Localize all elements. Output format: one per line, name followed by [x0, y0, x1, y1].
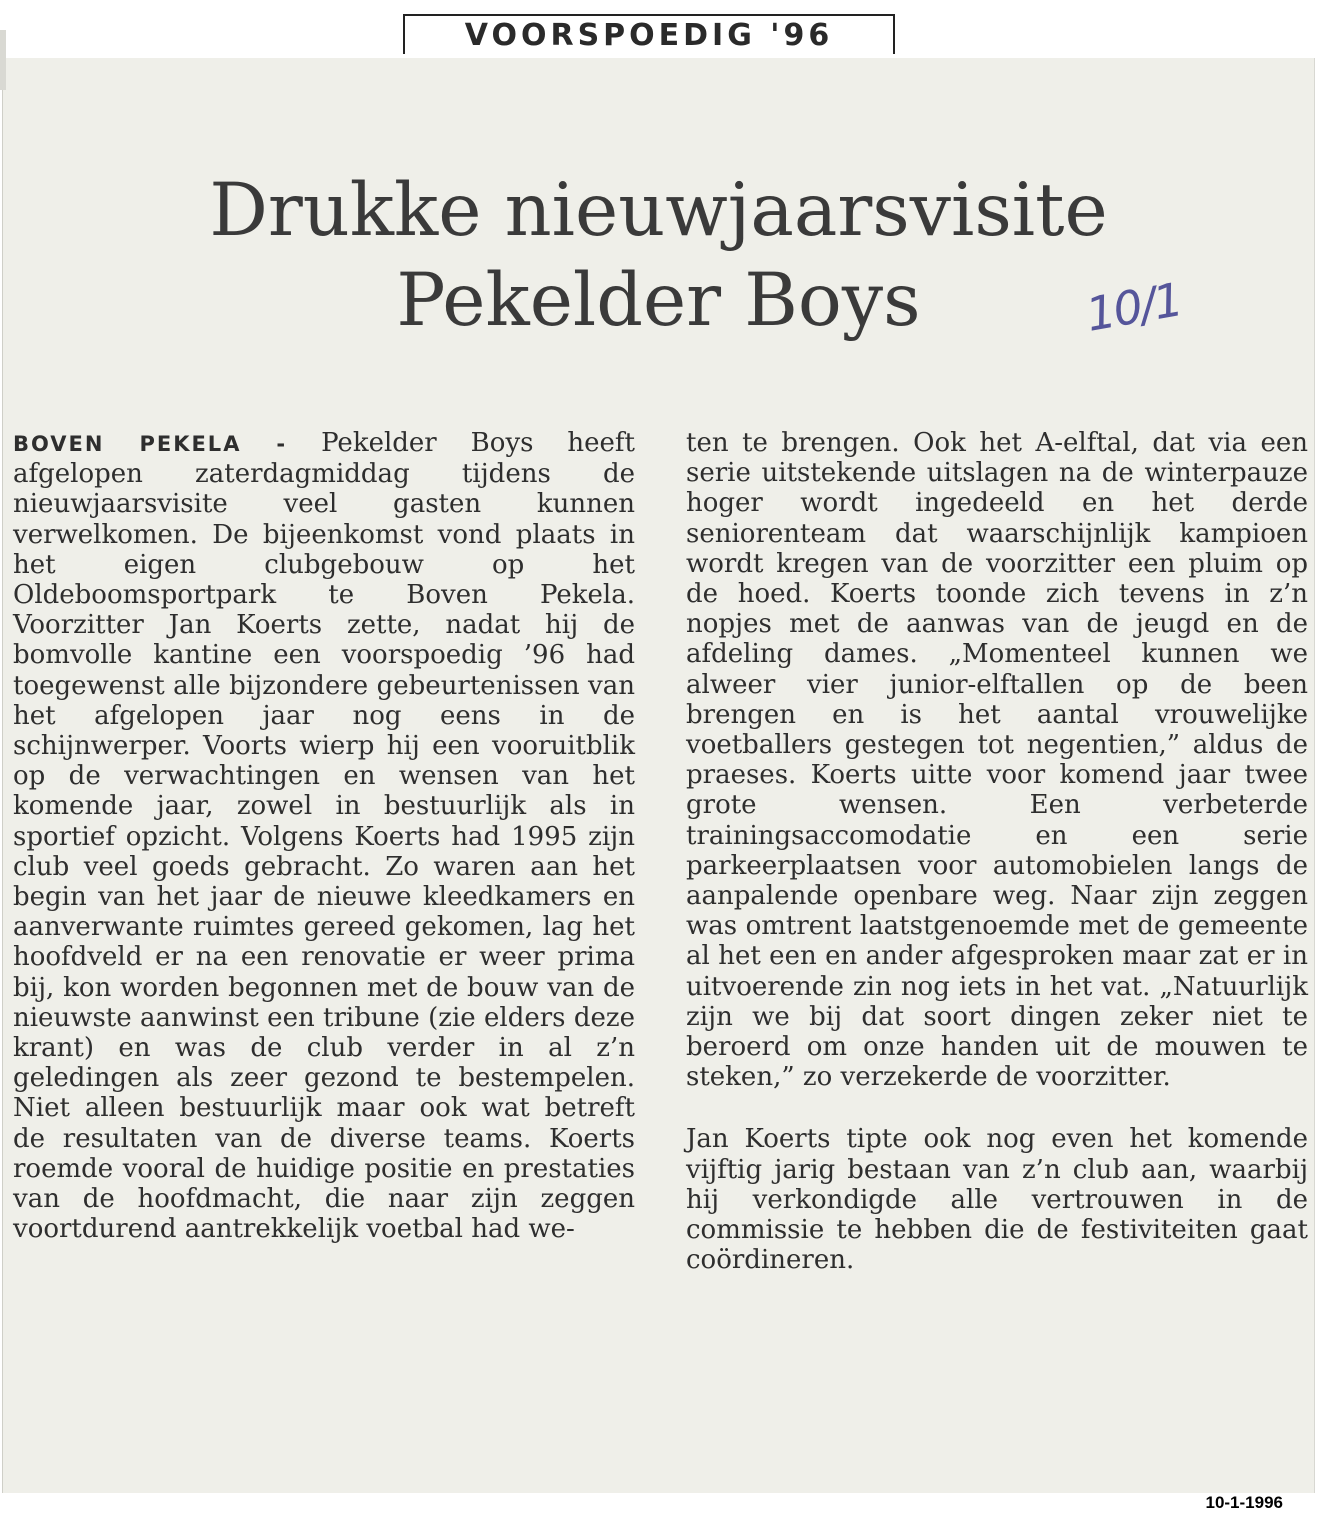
kicker-box — [403, 14, 895, 54]
article-column-right — [686, 428, 1308, 1275]
article-text-left: Pekelder Boys heeft afgelopen zaterdagmiddag tijdens de nieuwjaarsvisite veel gasten kunnen verwelkomen. De bijeenkomst vond plaats in het eigen clubgebouw op het Oldeboomsportpark te Boven Pekela. Voorzitter Jan Koerts zette, nadat hij de bomvolle kantine een voorspoedig ’96 had toegewenst alle bijzondere gebeurtenissen van het afgelopen jaar nog eens in de schijnwerper. Voorts wierp hij een vooruitblik op de verwachtingen en wensen van het komende jaar, zowel in bestuurlijk als in sportief opzicht. Volgens Koerts had 1995 zijn club veel goeds gebracht. Zo waren aan het begin van het jaar de nieuwe kleedkamers en aanverwante ruimtes gereed gekomen, lag het hoofdveld er na een renovatie er weer prima bij, kon worden begonnen met de bouw van de nieuwste aanwinst een tribune (zie elders deze krant) en was de club verder in al z’n geledingen als zeer gezond te bestempelen. Niet alleen bestuurlijk maar ook wat betreft de resultaten van de diverse teams. Koerts roemde vooral de huidige positie en prestaties van de hoofdmacht, die naar zijn zeggen voortdurend aantrekkelijk voetbal had we- — [13, 428, 636, 1245]
article-paragraph — [13, 428, 635, 1244]
article-paragraph: ten te brengen. Ook het A-elftal, dat via een serie uitstekende uitslagen na de winterpauze hoger wordt ingedeeld en het derde seniorenteam dat waarschijnlijk kampioen wordt kregen van de voorzitter een pluim op de hoed. Koerts toonde zich tevens in z’n nopjes met de aanwas van de jeugd en de afdeling dames. „Momenteel kunnen we alweer vier junior-elftallen op de been brengen en is het aantal vrouwelijke voetballers gestegen tot negentien,” aldus de praeses. Koerts uitte voor komend jaar twee grote wensen. Een verbeterde trainingsaccomodatie en een serie parkeerplaatsen voor automobielen langs de aanpalende openbare weg. Naar zijn zeggen was omtrent laatstgenoemde met de gemeente al het een en ander afgesproken maar zat er in uitvoerende zin nog iets in het vat. „Natuurlijk zijn we bij dat soort dingen zeker niet te beroerd om onze handen uit de mouwen te steken,” zo verzekerde de voorzitter. — [686, 428, 1308, 1093]
headline-line-2: Pekelder Boys — [396, 258, 921, 343]
clipping-edge-shadow — [0, 30, 6, 90]
handwritten-date-note: 10/1 — [1082, 272, 1186, 342]
date-stamp: 10-1-1996 — [1205, 1493, 1283, 1512]
kicker-label: VOORSPOEDIG '96 — [464, 17, 834, 53]
article-paragraph: Jan Koerts tipte ook nog even het komende vijftig jarig bestaan van z’n club aan, waarbij hij verkondigde alle vertrouwen in de commissie te hebben die de festiviteiten gaat coördineren. — [686, 1124, 1308, 1276]
article-column-left — [13, 428, 635, 1244]
headline-line-1: Drukke nieuwjaarsvisite — [209, 168, 1108, 253]
newspaper-clipping — [2, 58, 1315, 1493]
dateline: BOVEN PEKELA - — [13, 432, 288, 456]
